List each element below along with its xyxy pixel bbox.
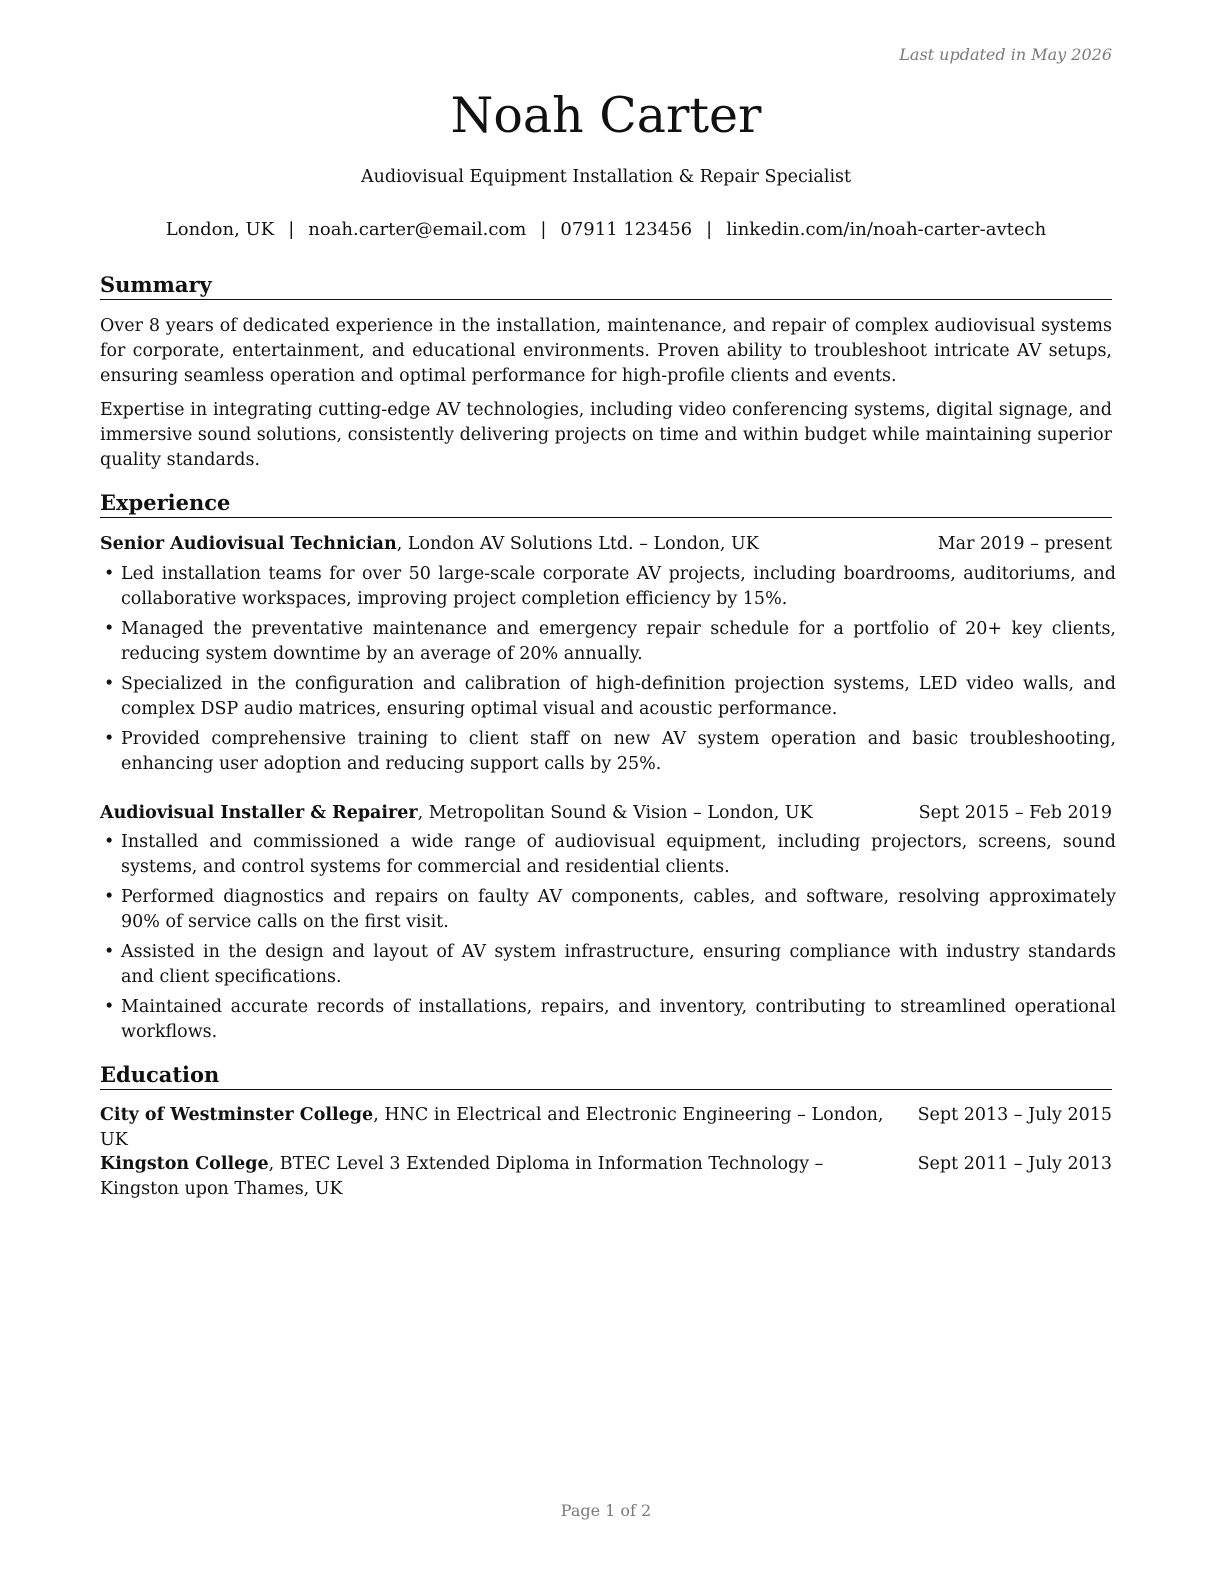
education-dates: Sept 2011 – July 2013 (917, 1154, 1112, 1174)
education-text (100, 1152, 890, 1202)
bullet-icon: • (104, 729, 115, 749)
bullet-icon: • (104, 674, 115, 694)
resume-page (100, 0, 1116, 1584)
contact-phone: 07911 123456 (560, 219, 693, 240)
education-text (100, 1103, 890, 1153)
bullet-text: Specialized in the configuration and calibration of high-definition projection systems, LED video walls, and complex DSP audio matrices, ensuring optimal visual and acoustic performance. (121, 674, 1116, 719)
last-updated-note: Last updated in May 2026 (899, 45, 1112, 64)
bullet-text: Assisted in the design and layout of AV system infrastructure, ensuring compliance with industry standards and client specifications. (121, 942, 1116, 987)
education-details: , BTEC Level 3 Extended Diploma in Information Technology – Kingston upon Thames, UK (100, 1154, 824, 1199)
job-header (100, 801, 1112, 826)
education-dates: Sept 2013 – July 2015 (917, 1105, 1112, 1125)
contact-separator: | (706, 219, 713, 240)
page-number: Page 1 of 2 (560, 1501, 652, 1520)
contact-separator: | (288, 219, 295, 240)
job-role: Senior Audiovisual Technician (100, 534, 397, 554)
bullet-icon: • (104, 619, 115, 639)
job-bullet-list (100, 562, 1116, 782)
bullet-text: Provided comprehensive training to client staff on new AV system operation and basic troubleshooting, enhancing user adoption and reducing support calls by 25%. (121, 729, 1116, 774)
bullet-icon: • (104, 997, 115, 1017)
list-item (100, 562, 1116, 612)
education-heading: Education (100, 1062, 1112, 1090)
list-item (100, 727, 1116, 777)
education-institution: Kingston College (100, 1154, 269, 1174)
headline: Audiovisual Equipment Installation & Repair Specialist (360, 167, 852, 187)
list-item (100, 617, 1116, 667)
bullet-text: Maintained accurate records of installations, repairs, and inventory, contributing to streamlined operational workflows. (121, 997, 1116, 1042)
summary-paragraph: Expertise in integrating cutting-edge AV technologies, including video conferencing systems, digital signage, and immersive sound solutions, consistently delivering projects on time and within budget while maintaining superior quality standards. (100, 400, 1112, 470)
job-company: , Metropolitan Sound & Vision – London, UK (417, 803, 813, 823)
bullet-text: Performed diagnostics and repairs on faulty AV components, cables, and software, resolving approximately 90% of service calls on the first visit. (121, 887, 1116, 932)
education-entry (100, 1103, 1112, 1153)
list-item (100, 940, 1116, 990)
job-header (100, 532, 1112, 557)
bullet-text: Managed the preventative maintenance and emergency repair schedule for a portfolio of 20+ key clients, reducing system downtime by an average of 20% annually. (121, 619, 1116, 664)
contact-linkedin[interactable]: linkedin.com/in/noah-carter-avtech (726, 219, 1047, 240)
experience-heading: Experience (100, 490, 1112, 518)
summary-heading: Summary (100, 272, 1112, 300)
contact-line (100, 219, 1112, 240)
list-item (100, 672, 1116, 722)
education-entry (100, 1152, 1112, 1202)
education-institution: City of Westminster College (100, 1105, 374, 1125)
list-item (100, 885, 1116, 935)
contact-location: London, UK (165, 219, 275, 240)
bullet-text: Installed and commissioned a wide range of audiovisual equipment, including projectors, screens, sound systems, and control systems for commercial and residential clients. (121, 832, 1116, 877)
job-dates: Sept 2015 – Feb 2019 (918, 803, 1112, 823)
contact-email[interactable]: noah.carter@email.com (308, 219, 527, 240)
job-bullet-list (100, 830, 1116, 1050)
job-dates: Mar 2019 – present (937, 534, 1112, 554)
bullet-icon: • (104, 887, 115, 907)
education-details: , HNC in Electrical and Electronic Engineering – London, UK (100, 1105, 884, 1150)
candidate-name: Noah Carter (450, 87, 762, 144)
contact-separator: | (540, 219, 547, 240)
bullet-text: Led installation teams for over 50 large-scale corporate AV projects, including boardrooms, auditoriums, and collaborative workspaces, improving project completion efficiency by 15%. (121, 564, 1116, 609)
list-item (100, 995, 1116, 1045)
bullet-icon: • (104, 832, 115, 852)
job-company: , London AV Solutions Ltd. – London, UK (396, 534, 759, 554)
bullet-icon: • (104, 942, 115, 962)
list-item (100, 830, 1116, 880)
bullet-icon: • (104, 564, 115, 584)
job-role: Audiovisual Installer & Repairer (100, 803, 418, 823)
summary-paragraph: Over 8 years of dedicated experience in the installation, maintenance, and repair of complex audiovisual systems for corporate, entertainment, and educational environments. Proven ability to troubleshoot intricate AV setups, ensuring seamless operation and optimal performance for high-profile clients and events. (100, 316, 1112, 386)
